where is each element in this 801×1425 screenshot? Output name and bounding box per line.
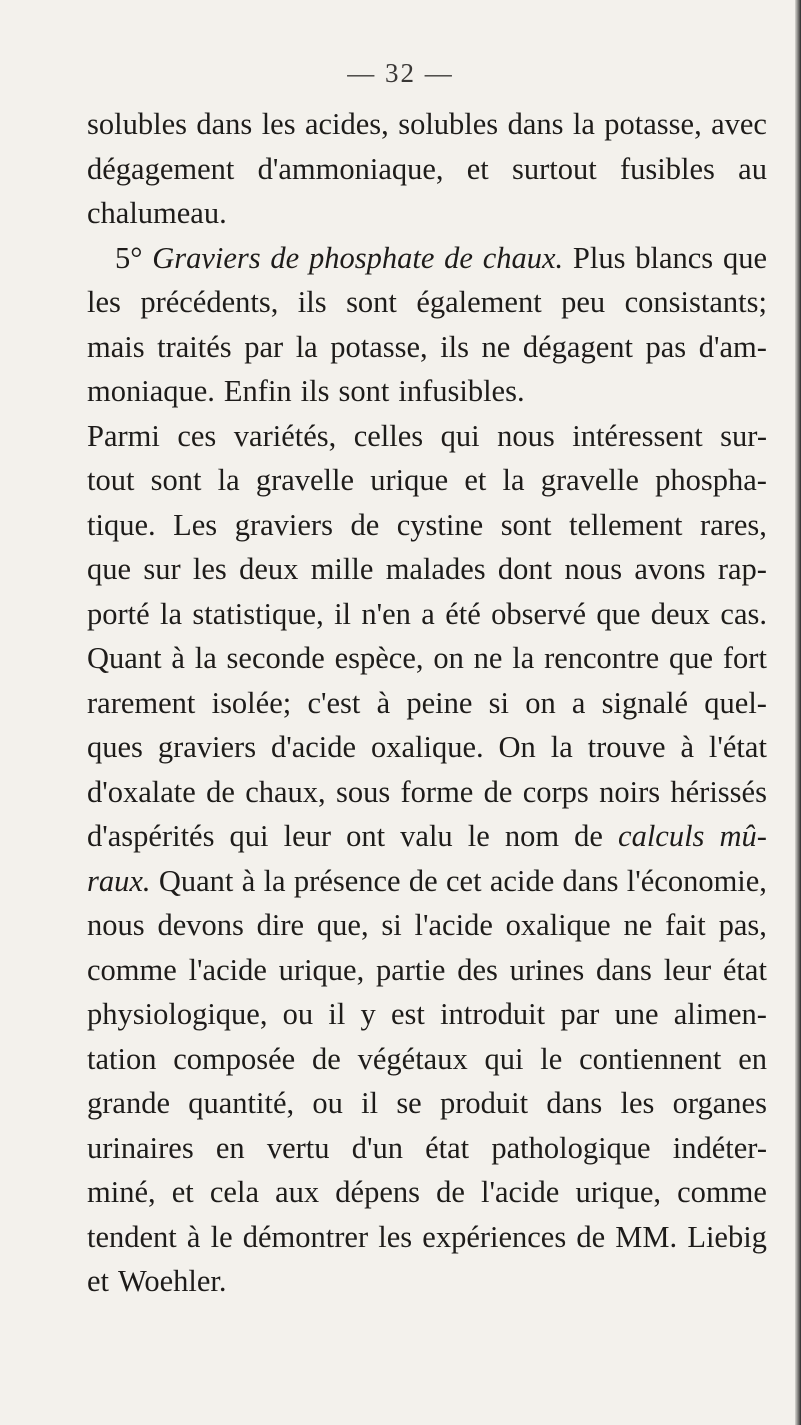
text-line: moniaque. Enfin ils sont infusibles. (87, 374, 525, 408)
text-line: et Woehler. (87, 1264, 227, 1298)
text-line: grande quantité, ou il se produit dans les organes (87, 1086, 767, 1120)
text-line: urinaires en vertu d'un état pathologique indéter- (87, 1130, 767, 1165)
text-line: rarement isolée; c'est à peine si on a signalé quel- (87, 685, 767, 720)
page-number: — 32 — (347, 58, 454, 88)
text-line: tique. Les graviers de cystine sont tellement rares, (87, 507, 767, 542)
text-line: raux. Quant à la présence de cet acide dans l'économie, (87, 863, 767, 898)
text-line: tout sont la gravelle urique et la gravelle phospha- (87, 463, 767, 497)
text-line: comme l'acide urique, partie des urines dans leur état (87, 952, 767, 987)
text-line: tendent à le démontrer les expériences de MM. Liebig (87, 1219, 767, 1254)
text-line: miné, et cela aux dépens de l'acide urique, comme (87, 1175, 767, 1209)
text-line: chalumeau. (87, 196, 227, 230)
text-line: 5° Graviers de phosphate de chaux. Plus blancs que (115, 240, 767, 275)
text-line: que sur les deux mille malades dont nous avons rap- (87, 552, 767, 586)
text-line: porté la statistique, il n'en a été observé que deux cas. (87, 596, 767, 631)
text-line: les précédents, ils sont également peu consistants; (87, 285, 767, 319)
text-line: tation composée de végétaux qui le contiennent en (87, 1041, 767, 1076)
text-line: d'oxalate de chaux, sous forme de corps noirs hérissés (87, 774, 767, 809)
body-text (87, 102, 767, 1304)
text-line: ques graviers d'acide oxalique. On la trouve à l'état (87, 730, 767, 764)
text-line: d'aspérités qui leur ont valu le nom de calculs mû- (87, 819, 767, 853)
text-line: Parmi ces variétés, celles qui nous intéressent sur- (87, 418, 767, 453)
text-line: mais traités par la potasse, ils ne dégagent pas d'am- (87, 329, 767, 364)
page-edge-shadow (795, 0, 801, 1425)
text-line: solubles dans les acides, solubles dans la potasse, avec (87, 107, 767, 141)
text-line: nous devons dire que, si l'acide oxalique ne fait pas, (87, 908, 767, 942)
text-line: dégagement d'ammoniaque, et surtout fusibles au (87, 151, 767, 186)
text-line: physiologique, ou il y est introduit par une alimen- (87, 997, 767, 1031)
text-line: Quant à la seconde espèce, on ne la rencontre que fort (87, 641, 767, 675)
